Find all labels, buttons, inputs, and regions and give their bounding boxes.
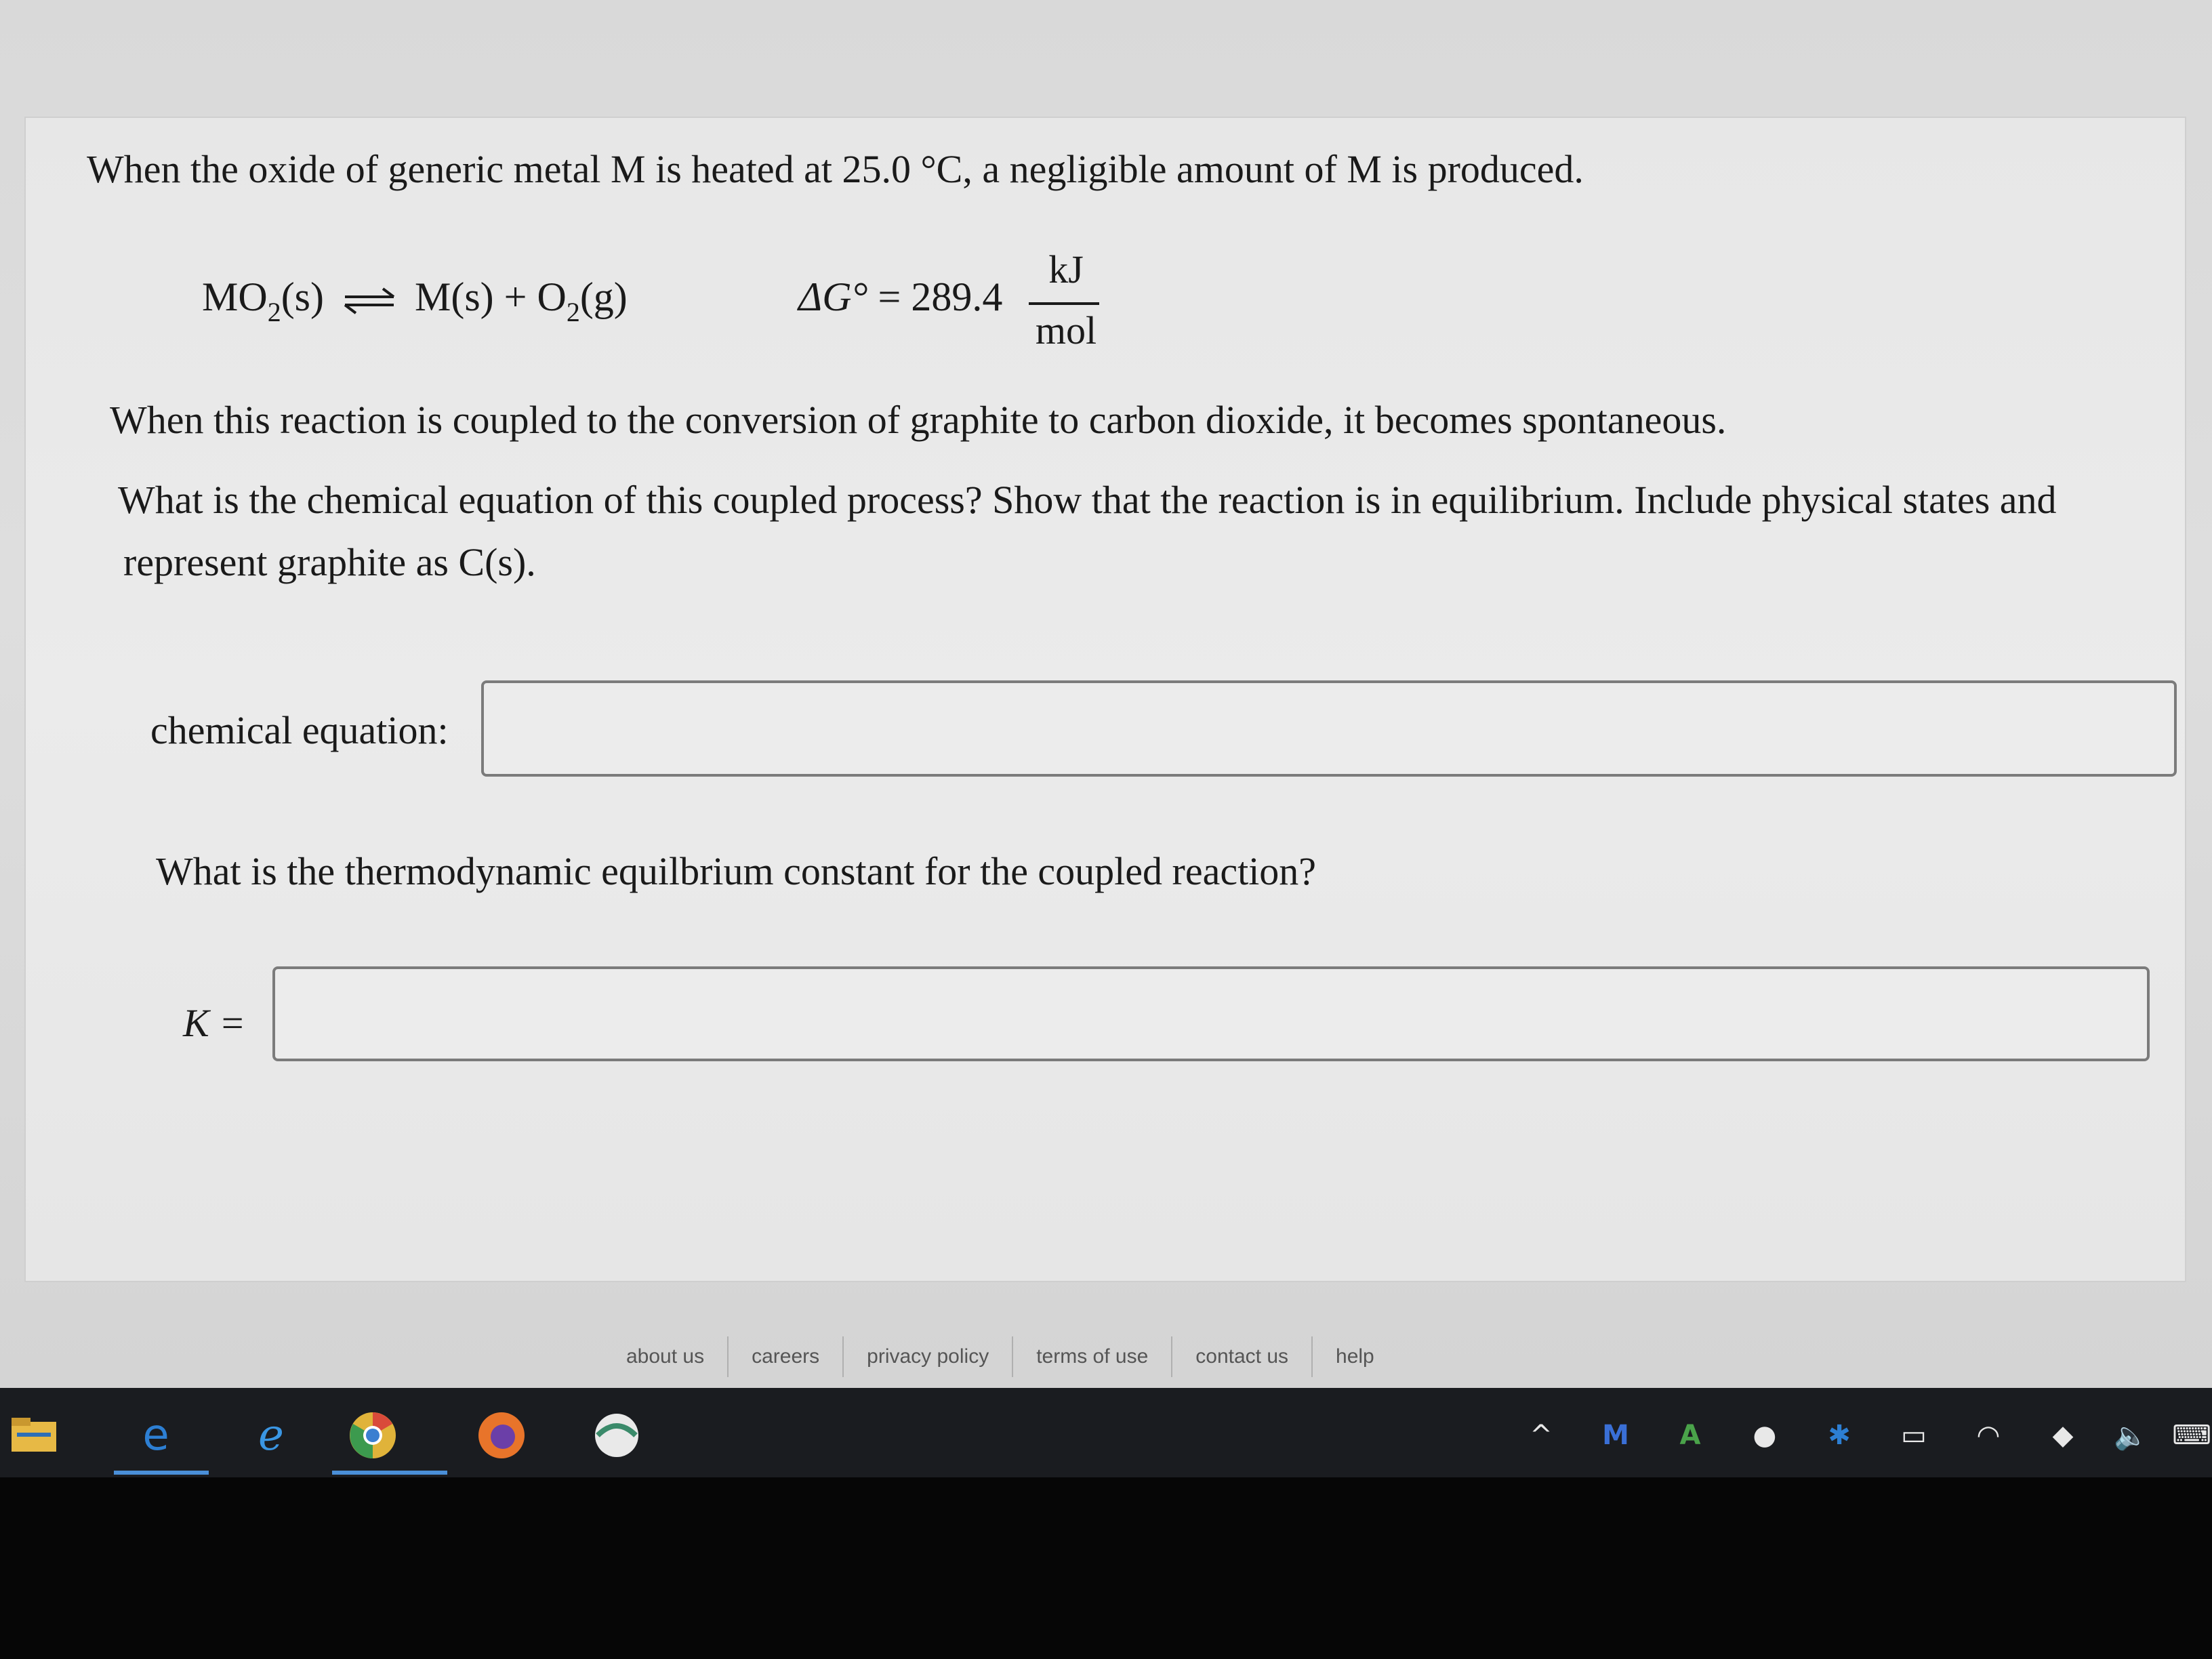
unit-denominator: mol	[1035, 308, 1097, 352]
footer-contact-us-link[interactable]: contact us	[1172, 1336, 1313, 1377]
security-icon[interactable]: ◆	[2052, 1420, 2074, 1451]
delta-g-expression	[798, 274, 1002, 321]
footer-terms-of-use-link[interactable]: terms of use	[1013, 1336, 1172, 1377]
question-card	[24, 117, 2186, 1282]
prompt-line-2: represent graphite as C(s).	[123, 540, 536, 584]
coupled-statement: When this reaction is coupled to the conversion of graphite to carbon dioxide, it becomes spontaneous.	[110, 398, 1727, 442]
reactant-formula: MO	[202, 274, 268, 319]
monitor-bezel	[0, 1477, 2212, 1659]
show-hidden-icons-chevron[interactable]: ^	[1530, 1420, 1553, 1451]
footer-careers-link[interactable]: careers	[729, 1336, 844, 1377]
tray-app-icon[interactable]: ●	[1753, 1420, 1777, 1451]
firefox-icon[interactable]	[474, 1408, 529, 1462]
battery-icon[interactable]: ▭	[1901, 1420, 1927, 1451]
edge-icon[interactable]: e	[142, 1410, 169, 1460]
delta-g-value: = 289.4	[878, 274, 1003, 319]
footer-privacy-policy-link[interactable]: privacy policy	[844, 1336, 1013, 1377]
chrome-icon[interactable]	[346, 1408, 400, 1462]
question-intro: When the oxide of generic metal M is heated at 25.0 °C, a negligible amount of M is produced.	[87, 147, 1584, 191]
app-a-icon[interactable]: A	[1679, 1420, 1701, 1451]
reactant-subscript: 2	[267, 297, 281, 327]
keyboard-icon[interactable]: ⌨	[2172, 1420, 2211, 1451]
footer-help-link[interactable]: help	[1336, 1345, 1374, 1368]
product-state: (g)	[579, 274, 628, 319]
k-question: What is the thermodynamic equilbrium constant for the coupled reaction?	[156, 849, 1317, 893]
footer-about-us-link[interactable]: about us	[603, 1336, 729, 1377]
k-input[interactable]	[272, 966, 2150, 1061]
delta-g-label: ΔG°	[798, 274, 868, 319]
k-label: K =	[183, 1001, 246, 1045]
globe-app-icon[interactable]	[590, 1408, 644, 1462]
reactant-state: (s)	[281, 274, 324, 319]
internet-explorer-icon[interactable]: ℯ	[258, 1410, 284, 1460]
unit-numerator: kJ	[1048, 247, 1084, 291]
bluetooth-icon[interactable]: ✱	[1828, 1420, 1851, 1451]
product-subscript: 2	[566, 297, 580, 327]
app-m-icon[interactable]: M	[1602, 1420, 1629, 1451]
volume-icon[interactable]: 🔈	[2114, 1420, 2148, 1452]
product-formula: M(s) + O	[415, 274, 567, 319]
footer-links	[603, 1336, 1397, 1377]
reaction-equation	[202, 274, 628, 327]
equilibrium-arrow-icon	[342, 287, 396, 314]
edge-active-indicator	[114, 1471, 209, 1475]
chemical-equation-input[interactable]	[481, 680, 2177, 777]
prompt-line-1: What is the chemical equation of this coupled process? Show that the reaction is in equilibrium. Include physical states and	[118, 478, 2057, 522]
file-explorer-icon[interactable]	[7, 1408, 61, 1462]
wifi-icon[interactable]: ◠	[1976, 1420, 2001, 1451]
equation-label: chemical equation:	[150, 708, 449, 752]
taskbar	[0, 1388, 2212, 1477]
chrome-active-indicator	[332, 1471, 447, 1475]
fraction-bar	[1029, 302, 1099, 305]
